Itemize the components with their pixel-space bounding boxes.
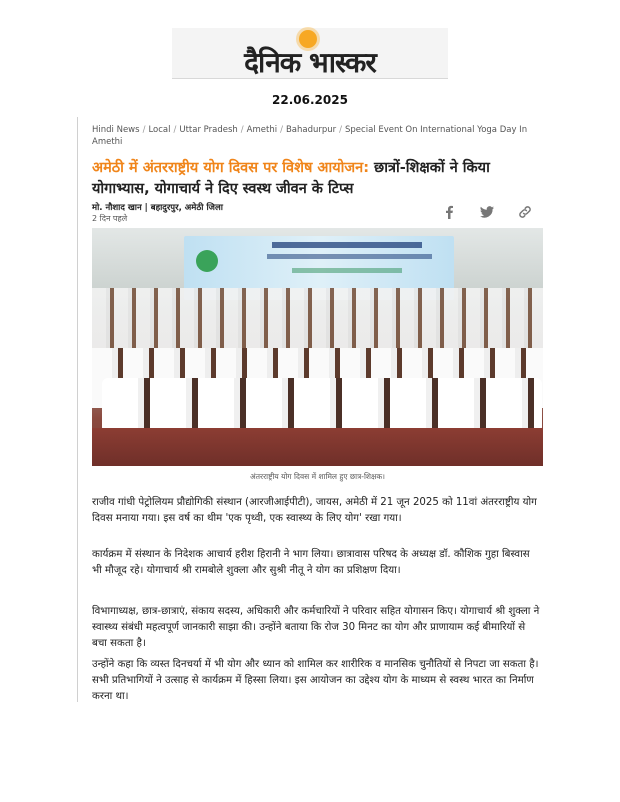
photo-banner-text (272, 242, 422, 248)
headline-rest: छात्रों-शिक्षकों ने किया योगाभ्यास, योगाचार्य ने दिए स्वस्थ जीवन के टिप्स (92, 160, 490, 197)
breadcrumb-separator: / (240, 125, 244, 135)
photo-crowd-front (102, 378, 542, 433)
photo-caption: अंतरराष्ट्रीय योग दिवस में शामिल हुए छात्र-शिक्षक। (250, 472, 385, 481)
yoga-emblem-icon (196, 250, 218, 272)
article-paragraph: राजीव गांधी पेट्रोलियम प्रौद्योगिकी संस्थान (आरजीआईपीटी), जायस, अमेठी में 21 जून 2025 को 11वां अंतरराष्ट्रीय योग दिवस मनाया गया। इस वर्ष का थीम 'एक पृथ्वी, एक स्वास्थ्य के लिए योग' रखा गया। (92, 497, 537, 524)
article-paragraph: कार्यक्रम में संस्थान के निदेशक आचार्य हरीश हिरानी ने भाग लिया। छात्रावास परिषद के अध्यक्ष डॉ. कौशिक गुहा बिस्वास भी मौजूद रहे। योगाचार्य श्री रामबोले शुक्ला और सुश्री नीतू ने योग का प्रशिक्षण दिया। (92, 549, 530, 576)
logo-text: दैनिक भास्कर (244, 46, 376, 79)
breadcrumb-separator: / (142, 125, 146, 135)
twitter-icon[interactable] (479, 204, 495, 220)
breadcrumb-separator: / (280, 125, 283, 135)
breadcrumb-item-uttar-pradesh[interactable]: Uttar Pradesh (179, 125, 238, 135)
masthead-logo (172, 28, 448, 79)
article-headline (92, 158, 542, 200)
photo-banner-text (292, 268, 402, 273)
author-byline: मो. नौशाद खान | बहादुरपुर, अमेठी जिला (92, 203, 223, 213)
breadcrumb-separator: / (173, 125, 177, 135)
article-paragraph: विभागाध्यक्ष, छात्र-छात्राएं, संकाय सदस्य, अधिकारी और कर्मचारियों ने परिवार सहित योगासन किए। योगाचार्य श्री शुक्ला ने स्वास्थ्य संबंधी महत्वपूर्ण जानकारी साझा की। उन्होंने बताया कि रोज 30 मिनट का योग और प्राणायाम कई बीमारियों से बचा सकता है। (92, 606, 540, 649)
breadcrumb-separator: / (339, 125, 343, 135)
breadcrumb-item-local[interactable]: Local (148, 125, 171, 135)
breadcrumb-item-hindi-news[interactable]: Hindi News (92, 125, 140, 135)
article-paragraph: उन्होंने कहा कि व्यस्त दिनचर्या में भी योग और ध्यान को शामिल कर शारीरिक व मानसिक चुनौतियों से निपटा जा सकता है। सभी प्रतिभागियों ने उत्साह से कार्यक्रम में हिस्सा लिया। इस आयोजन का उद्देश्य योग के माध्यम से स्वस्थ भारत का निर्माण करना था। (92, 659, 539, 702)
article-photo (92, 228, 543, 466)
breadcrumb-item-amethi[interactable]: Amethi (246, 125, 278, 135)
breadcrumb-item-current[interactable]: Special Event On International Yoga Day In Amethi (92, 125, 528, 147)
clip-border (77, 117, 78, 702)
breadcrumb-item-bahadurpur[interactable]: Bahadurpur (285, 125, 337, 135)
link-icon[interactable] (517, 204, 533, 220)
photo-banner-text (267, 254, 432, 259)
breadcrumb (92, 124, 542, 148)
clip-date: 22.06.2025 (272, 93, 348, 107)
facebook-icon[interactable] (441, 204, 457, 220)
headline-highlight: अमेठी में अंतरराष्ट्रीय योग दिवस पर विशेष आयोजन: (92, 160, 369, 176)
photo-carpet (92, 428, 543, 466)
posted-time: 2 दिन पहले (92, 214, 128, 223)
